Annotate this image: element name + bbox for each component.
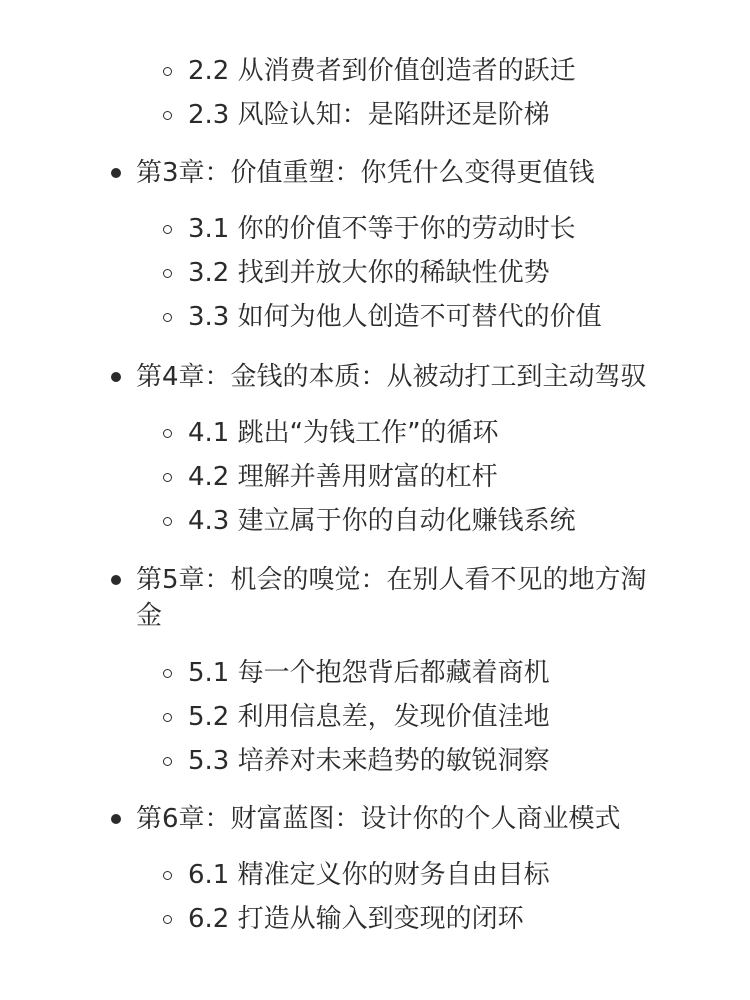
- section-3-1: 3.1 你的价值不等于你的劳动时长: [188, 214, 576, 244]
- section-5-3: 5.3 培养对未来趋势的敏锐洞察: [188, 746, 550, 776]
- chapter-6-title: 第6章：财富蓝图：设计你的个人商业模式: [136, 804, 621, 834]
- sub-bullet-icon: [163, 429, 172, 438]
- sub-bullet-icon: [163, 111, 172, 120]
- section-4-1: 4.1 跳出“为钱工作”的循环: [188, 418, 499, 448]
- sub-bullet-icon: [163, 67, 172, 76]
- sub-bullet-icon: [163, 269, 172, 278]
- sub-bullet-icon: [163, 915, 172, 924]
- chapter-3-title: 第3章：价值重塑：你凭什么变得更值钱: [136, 158, 595, 188]
- chapter-4-title: 第4章：金钱的本质：从被动打工到主动驾驭: [136, 362, 647, 392]
- sub-bullet-icon: [163, 225, 172, 234]
- sub-bullet-icon: [163, 473, 172, 482]
- bullet-icon: [111, 575, 121, 585]
- sub-bullet-icon: [163, 517, 172, 526]
- bullet-icon: [111, 814, 121, 824]
- sub-bullet-icon: [163, 713, 172, 722]
- bullet-icon: [111, 168, 121, 178]
- section-2-2: 2.2 从消费者到价值创造者的跃迁: [188, 56, 576, 86]
- section-3-3: 3.3 如何为他人创造不可替代的价值: [188, 302, 602, 332]
- section-3-2: 3.2 找到并放大你的稀缺性优势: [188, 258, 550, 288]
- section-5-2: 5.2 利用信息差，发现价值洼地: [188, 702, 550, 732]
- section-4-3: 4.3 建立属于你的自动化赚钱系统: [188, 506, 576, 536]
- section-5-1: 5.1 每一个抱怨背后都藏着商机: [188, 658, 550, 688]
- chapter-5-title: 第5章：机会的嗅觉：在别人看不见的地方淘: [136, 565, 647, 595]
- sub-bullet-icon: [163, 669, 172, 678]
- section-6-2: 6.2 打造从输入到变现的闭环: [188, 904, 524, 934]
- chapter-5-title-wrap: 金: [136, 601, 163, 631]
- section-2-3: 2.3 风险认知：是陷阱还是阶梯: [188, 100, 550, 130]
- sub-bullet-icon: [163, 313, 172, 322]
- sub-bullet-icon: [163, 871, 172, 880]
- section-6-1: 6.1 精准定义你的财务自由目标: [188, 860, 550, 890]
- bullet-icon: [111, 372, 121, 382]
- sub-bullet-icon: [163, 757, 172, 766]
- section-4-2: 4.2 理解并善用财富的杠杆: [188, 462, 498, 492]
